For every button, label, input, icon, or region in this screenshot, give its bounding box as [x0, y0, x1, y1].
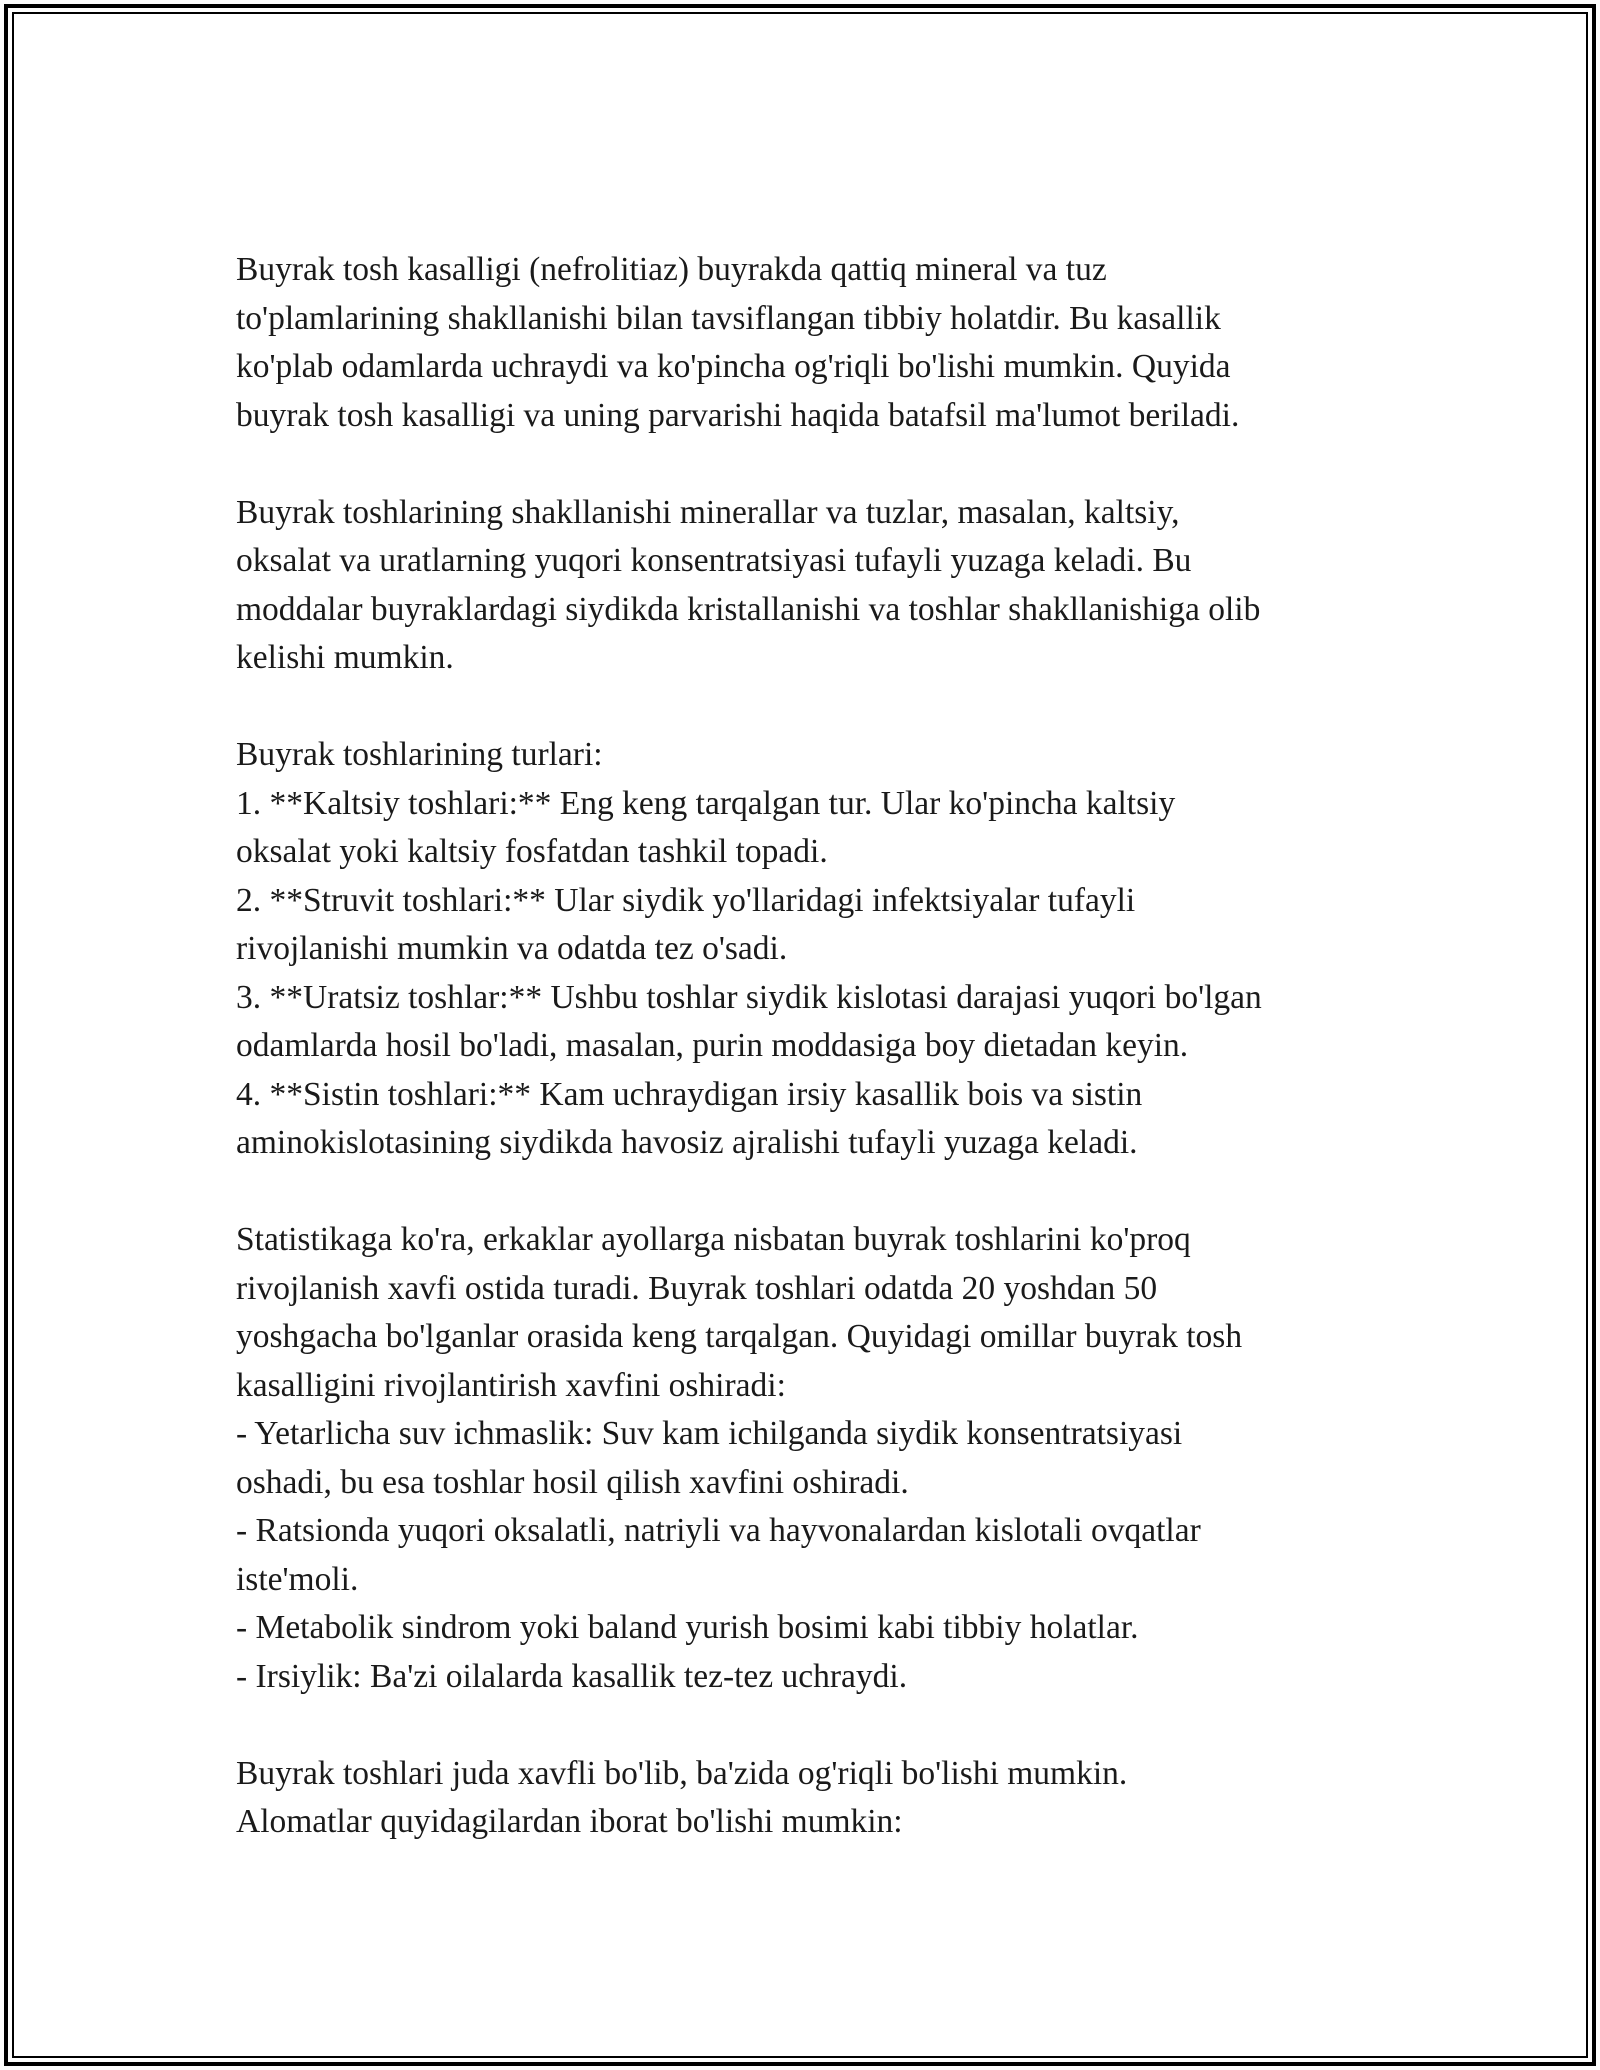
text-line: rivojlanishi mumkin va odatda tez o'sadi.	[236, 930, 788, 967]
text-line: Buyrak toshlarining shakllanishi minerallar va tuzlar, masalan, kaltsiy,	[236, 493, 1180, 531]
text-line: oksalat yoki kaltsiy fosfatdan tashkil topadi.	[236, 833, 828, 870]
text-line: yoshgacha bo'lganlar orasida keng tarqalgan. Quyidagi omillar buyrak tosh	[236, 1318, 1243, 1355]
text-line: 2. **Struvit toshlari:** Ular siydik yo'llaridagi infektsiyalar tufayli	[236, 881, 1136, 919]
paragraph	[236, 489, 1376, 683]
text-line: - Irsiylik: Ba'zi oilalarda kasallik tez-tez uchraydi.	[236, 1657, 908, 1695]
text-line: Buyrak toshlari juda xavfli bo'lib, ba'zida og'riqli bo'lishi mumkin.	[236, 1754, 1128, 1792]
paragraph	[236, 246, 1376, 440]
text-line: Buyrak tosh kasalligi (nefrolitiaz) buyrakda qattiq mineral va tuz	[236, 251, 1107, 288]
text-line: - Yetarlicha suv ichmaslik: Suv kam ichilganda siydik konsentratsiyasi	[236, 1415, 1183, 1452]
text-line: 4. **Sistin toshlari:** Kam uchraydigan irsiy kasallik bois va sistin	[236, 1075, 1143, 1113]
paragraph	[236, 1216, 1376, 1701]
text-line: - Ratsionda yuqori oksalatli, natriyli va hayvonalardan kislotali ovqatlar	[236, 1512, 1201, 1549]
text-line: moddalar buyraklardagi siydikda kristallanishi va toshlar shakllanishiga olib	[236, 590, 1261, 628]
text-line: iste'moli.	[236, 1560, 359, 1598]
text-line: rivojlanish xavfi ostida turadi. Buyrak toshlari odatda 20 yoshdan 50	[236, 1269, 1158, 1307]
paragraph	[236, 731, 1376, 1168]
text-line: oksalat va uratlarning yuqori konsentratsiyasi tufayli yuzaga keladi. Bu	[236, 542, 1192, 579]
text-line: 1. **Kaltsiy toshlari:** Eng keng tarqalgan tur. Ular ko'pincha kaltsiy	[236, 784, 1176, 822]
text-line: odamlarda hosil bo'ladi, masalan, purin moddasiga boy dietadan keyin.	[236, 1027, 1189, 1064]
text-line: Buyrak toshlarining turlari:	[236, 736, 603, 773]
text-line: kelishi mumkin.	[236, 639, 454, 676]
text-line: - Metabolik sindrom yoki baland yurish bosimi kabi tibbiy holatlar.	[236, 1609, 1139, 1646]
text-line: 3. **Uratsiz toshlar:** Ushbu toshlar siydik kislotasi darajasi yuqori bo'lgan	[236, 978, 1262, 1016]
text-line: kasalligini rivojlantirish xavfini oshiradi:	[236, 1366, 786, 1404]
text-line: ko'plab odamlarda uchraydi va ko'pincha og'riqli bo'lishi mumkin. Quyida	[236, 348, 1231, 385]
document-body	[236, 246, 1376, 1847]
text-line: aminokislotasining siydikda havosiz ajralishi tufayli yuzaga keladi.	[236, 1124, 1138, 1161]
text-line: to'plamlarining shakllanishi bilan tavsiflangan tibbiy holatdir. Bu kasallik	[236, 299, 1221, 337]
paragraph	[236, 1750, 1376, 1847]
text-line: Statistikaga ko'ra, erkaklar ayollarga nisbatan buyrak toshlarini ko'proq	[236, 1221, 1191, 1258]
text-line: buyrak tosh kasalligi va uning parvarishi haqida batafsil ma'lumot beriladi.	[236, 396, 1240, 434]
text-line: oshadi, bu esa toshlar hosil qilish xavfini oshiradi.	[236, 1463, 909, 1501]
text-line: Alomatlar quyidagilardan iborat bo'lishi mumkin:	[236, 1803, 903, 1840]
